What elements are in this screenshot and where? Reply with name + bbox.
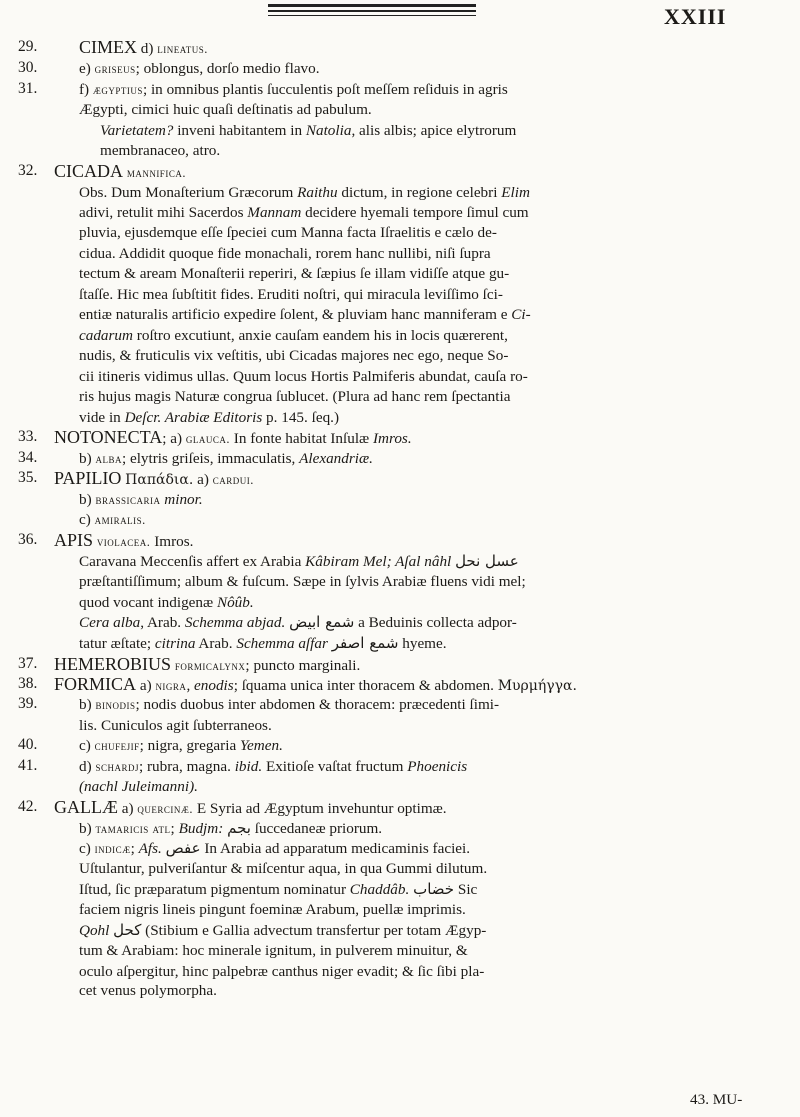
text-line: quod vocant indigenæ Nôûb.: [79, 594, 254, 611]
text-line: Cera alba, Arab. Schemma abjad. شمع ابيض a Beduinis collecta adpor-: [79, 613, 517, 631]
header-rule: [268, 4, 476, 7]
text-line: b) brassicaria minor.: [79, 491, 203, 508]
entry-number: 42.: [18, 798, 38, 815]
text-line: nudis, & fruticulis vix veſtitis, ubi Cicadas majores nec ego, neque So-: [79, 347, 509, 364]
text-line: GALLÆ a) quercinæ. E Syria ad Ægyptum invehuntur optimæ.: [54, 797, 447, 817]
text-line: cadarum roſtro excutiunt, anxie cauſam eandem his in locis quærerent,: [79, 327, 508, 344]
text-line: b) alba; elytris griſeis, immaculatis, Alexandriæ.: [79, 450, 373, 467]
text-line: e) griseus; oblongus, dorſo medio flavo.: [79, 60, 320, 77]
text-line: membranaceo, atro.: [100, 142, 221, 159]
text-line: HEMEROBIUS formicalynx; puncto marginali.: [54, 654, 361, 674]
entry-number: 34.: [18, 449, 38, 466]
text-line: cidua. Addidit quoque fide monachali, rorem hanc nullibi, niſi ſupra: [79, 245, 491, 262]
text-line: c) indicæ; Afs. عفص In Arabia ad apparatum medicaminis faciei.: [79, 839, 471, 857]
text-line: cii itineris vidimus ullas. Quum locus Hortis Palmiferis abundat, cauſa ro-: [79, 368, 528, 385]
text-line: præſtantiſſimum; album & fuſcum. Sæpe in ſylvis Arabiæ fluens vidi mel;: [79, 573, 526, 590]
text-line: (nachl Juleimanni).: [79, 778, 198, 795]
text-line: d) schardj; rubra, magna. ibid. Exitioſe vaſtat fructum Phoenicis: [79, 758, 468, 775]
text-line: tectum & aream Monaſterii reperiri, & ſæpius ſe illam vidiſſe atque gu-: [79, 265, 510, 282]
entry-number: 29.: [18, 38, 38, 55]
entry-number: 38.: [18, 675, 38, 692]
text-line: c) amiralis.: [79, 511, 146, 528]
text-line: cet venus polymorpha.: [79, 982, 217, 999]
text-line: faciem nigris lineis pingunt foeminæ Arabum, puellæ imprimis.: [79, 901, 466, 918]
entry-number: 39.: [18, 695, 38, 712]
entry-number: 35.: [18, 469, 38, 486]
text-line: CIMEX d) lineatus.: [79, 37, 208, 57]
text-line: NOTONECTA; a) glauca. In fonte habitat Inſulæ Imros.: [54, 427, 412, 447]
entry-number: 41.: [18, 757, 38, 774]
entry-number: 37.: [18, 655, 38, 672]
text-line: entiæ naturalis artificio expedire ſolent, & pluviam hanc manniferam e Ci-: [79, 306, 531, 323]
entry-number: 31.: [18, 80, 38, 97]
text-line: APIS violacea. Imros.: [54, 530, 194, 550]
text-line: lis. Cuniculos agit ſubterraneos.: [79, 717, 272, 734]
entry-number: 33.: [18, 428, 38, 445]
text-line: pluvia, ejusdemque eſſe ſpeciei cum Manna facta Iſraelitis e cælo de-: [79, 224, 497, 241]
text-line: vide in Deſcr. Arabiæ Editoris p. 145. ſeq.): [79, 409, 340, 426]
header-rule: [268, 10, 476, 12]
entry-number: 36.: [18, 531, 38, 548]
text-line: CICADA mannifica.: [54, 161, 186, 181]
header-rule: [268, 15, 476, 16]
text-line: tatur æſtate; citrina Arab. Schemma aſfar شمع اصفر hyeme.: [79, 634, 447, 652]
text-line: FORMICA a) nigra, enodis; ſquama unica inter thoracem & abdomen. Μυρμήγγα.: [54, 674, 577, 694]
text-line: Varietatem? inveni habitantem in Natolia, alis albis; apice elytrorum: [100, 122, 517, 139]
entry-number: 40.: [18, 736, 38, 753]
text-line: tum & Arabiam: hoc minerale ignitum, in pulverem minuitur, &: [79, 942, 468, 959]
text-line: c) chufejif; nigra, gregaria Yemen.: [79, 737, 283, 754]
text-line: ſtaſſe. Hic mea ſubſtitit fides. Eruditi noſtri, qui miracula leviſſimo ſci-: [79, 286, 503, 303]
text-line: adivi, retulit mihi Sacerdos Mannam decidere hyemali tempore ſimul cum: [79, 204, 529, 221]
text-line: b) binodis; nodis duobus inter abdomen & thoracem: præcedenti ſimi-: [79, 696, 500, 713]
text-line: f) ægyptius; in omnibus plantis ſucculentis poſt meſſem reſiduis in agris: [79, 81, 508, 98]
catchword: 43. MU-: [690, 1091, 743, 1108]
text-line: Uſtulantur, pulveriſantur & miſcentur aqua, in qua Gummi dilutum.: [79, 860, 488, 877]
entry-number: 30.: [18, 59, 38, 76]
text-line: Caravana Meccenſis affert ex Arabia Kâbiram Mel; Aſal nâhl عسل نحل: [79, 552, 519, 570]
text-line: ris hujus magis Naturæ congrua ſublucet. (Plura ad hanc rem ſpectantia: [79, 388, 511, 405]
page-number: XXIII: [664, 4, 727, 29]
text-line: Obs. Dum Monaſterium Græcorum Raithu dictum, in regione celebri Elim: [79, 184, 530, 201]
text-line: Ægypti, cimici huic quaſi deſtinatis ad pabulum.: [79, 101, 372, 118]
text-line: b) tamaricis atl; Budjm: بجم ſuccedaneæ priorum.: [79, 819, 383, 837]
entry-number: 32.: [18, 162, 38, 179]
text-line: Iſtud, ſic præparatum pigmentum nominatur Chaddâb. خضاب Sic: [79, 880, 478, 898]
text-line: oculo aſpergitur, hinc palpebræ canthus niger evadit; & ſic ſibi pla-: [79, 963, 485, 980]
text-line: Qohl كحل (Stibium e Gallia advectum transfertur per totam Ægyp-: [79, 921, 487, 939]
text-line: PAPILIO Παπάδια. a) cardui.: [54, 468, 254, 488]
